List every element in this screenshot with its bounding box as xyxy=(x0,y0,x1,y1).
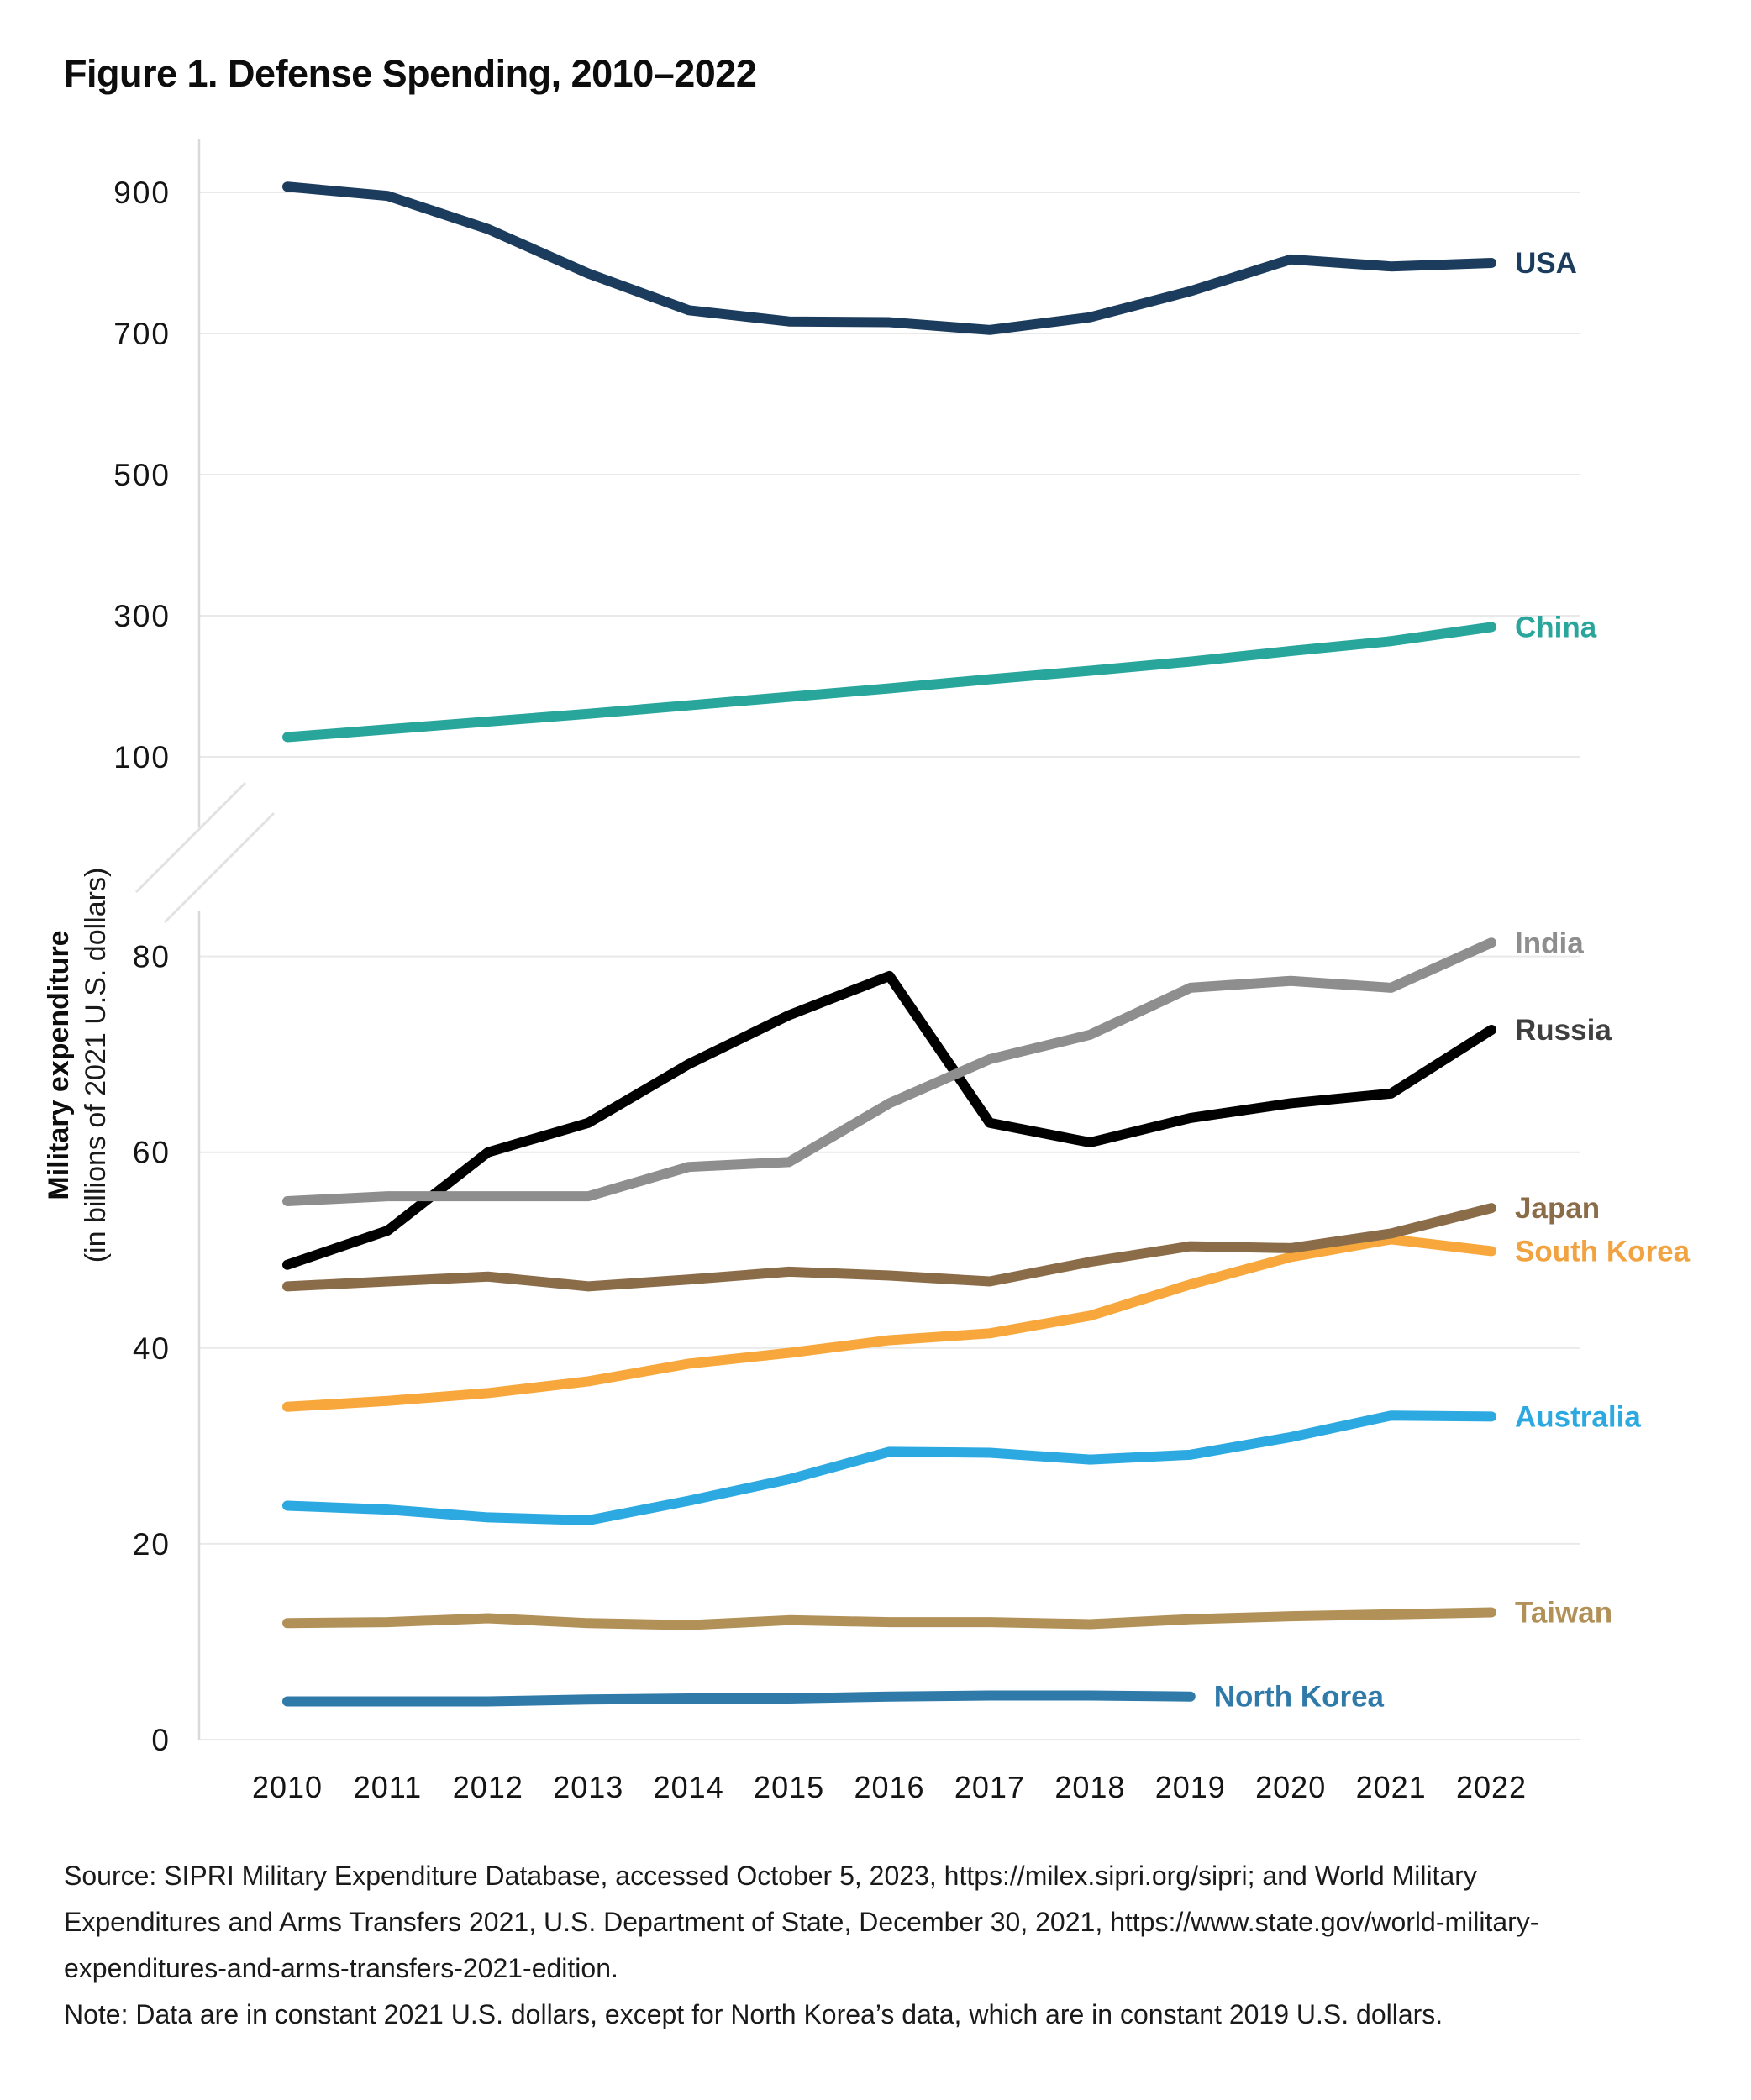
x-tick-label-2014: 2014 xyxy=(653,1770,724,1804)
series-label-usa: USA xyxy=(1515,247,1577,280)
series-line-south-korea xyxy=(287,1239,1491,1406)
x-tick-label-2013: 2013 xyxy=(553,1770,624,1804)
x-tick-label-2017: 2017 xyxy=(954,1770,1025,1804)
source-line: Expenditures and Arms Transfers 2021, U.S. Department of State, December 30, 2021, https://www.state.gov/world-military- xyxy=(64,1907,1539,1937)
figure-title: Figure 1. Defense Spending, 2010–2022 xyxy=(64,52,757,95)
y-tick-label-0: 0 xyxy=(151,1723,171,1757)
x-tick-label-2020: 2020 xyxy=(1255,1770,1327,1804)
y-tick-label-40: 40 xyxy=(132,1331,171,1366)
x-tick-label-2022: 2022 xyxy=(1455,1770,1528,1804)
y-tick-label-60: 60 xyxy=(132,1135,171,1170)
y-axis-title-units: (in billions of 2021 U.S. dollars) xyxy=(80,867,112,1263)
series-label-japan: Japan xyxy=(1515,1192,1601,1226)
series-line-china xyxy=(287,627,1491,737)
series-label-russia: Russia xyxy=(1515,1014,1612,1047)
y-tick-label-80: 80 xyxy=(132,939,171,974)
y-tick-label-900: 900 xyxy=(113,176,171,210)
y-tick-label-700: 700 xyxy=(113,317,171,351)
x-tick-label-2010: 2010 xyxy=(251,1770,323,1804)
y-axis-title-main: Military expenditure xyxy=(43,930,75,1200)
series-label-north-korea: North Korea xyxy=(1213,1680,1385,1714)
x-tick-label-2015: 2015 xyxy=(754,1770,825,1804)
x-tick-label-2021: 2021 xyxy=(1355,1770,1427,1804)
axis-break-mark xyxy=(165,813,274,922)
y-tick-label-20: 20 xyxy=(132,1526,171,1562)
series-label-australia: Australia xyxy=(1515,1400,1641,1434)
series-label-india: India xyxy=(1515,927,1584,960)
x-tick-label-2011: 2011 xyxy=(353,1770,423,1804)
x-tick-label-2019: 2019 xyxy=(1154,1770,1226,1804)
note-line: Note: Data are in constant 2021 U.S. dollars, except for North Korea’s data, which are in constant 2019 U.S. dollars. xyxy=(64,1999,1443,2029)
x-tick-label-2018: 2018 xyxy=(1054,1770,1126,1804)
y-tick-label-500: 500 xyxy=(113,458,171,492)
series-label-taiwan: Taiwan xyxy=(1515,1596,1613,1630)
series-line-russia xyxy=(287,976,1491,1265)
series-line-north-korea xyxy=(287,1696,1191,1702)
series-label-china: China xyxy=(1515,611,1597,644)
series-label-south-korea: South Korea xyxy=(1515,1235,1691,1268)
series-line-australia xyxy=(287,1415,1491,1520)
x-tick-label-2016: 2016 xyxy=(854,1770,925,1804)
source-line: expenditures-and-arms-transfers-2021-edition. xyxy=(64,1953,618,1983)
y-axis-title xyxy=(40,868,114,1263)
x-tick-label-2012: 2012 xyxy=(452,1770,523,1804)
y-tick-label-100: 100 xyxy=(113,740,171,774)
axis-break-mark xyxy=(136,783,245,892)
source-note-block xyxy=(64,1853,1711,2038)
series-line-usa xyxy=(287,186,1491,330)
series-line-japan xyxy=(287,1208,1491,1286)
y-tick-label-300: 300 xyxy=(113,599,171,633)
series-line-taiwan xyxy=(287,1612,1491,1625)
source-line: Source: SIPRI Military Expenditure Database, accessed October 5, 2023, https://milex.sipri.org/sipri; and World Military xyxy=(64,1861,1477,1891)
